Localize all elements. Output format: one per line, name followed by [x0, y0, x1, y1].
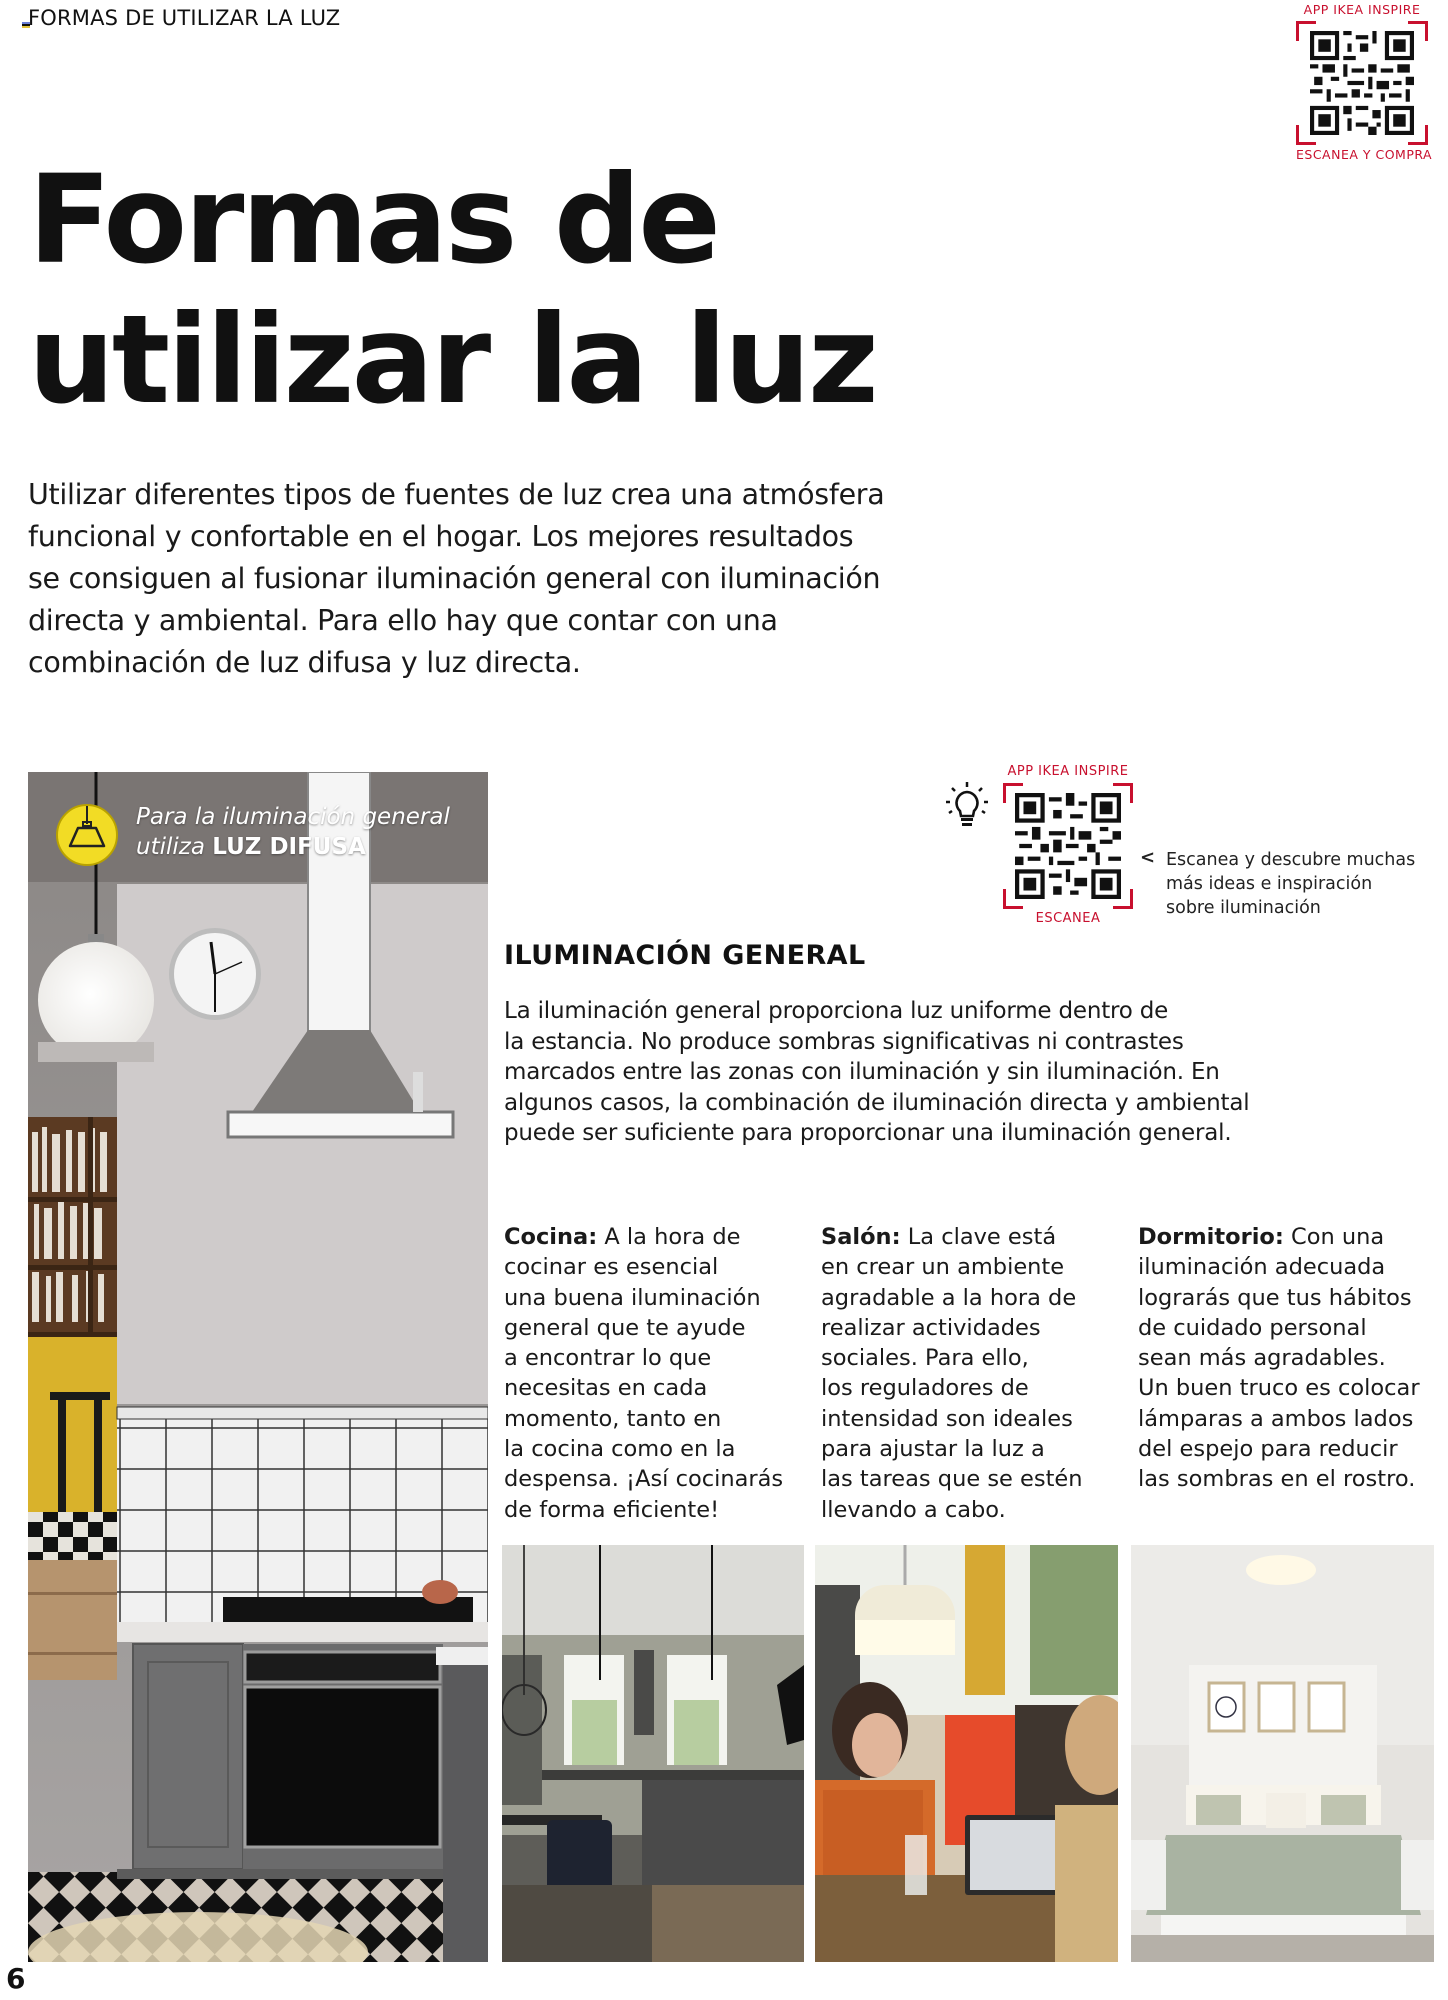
page-title-line-2: utilizar la luz — [28, 289, 876, 431]
pendant-lamp-icon — [56, 804, 118, 866]
intro-paragraph — [28, 474, 928, 684]
hero-caption-line: utiliza LUZ DIFUSA — [136, 834, 366, 860]
qr-label-bottom: ESCANEA Y COMPRA — [1296, 147, 1433, 162]
qr-label-bottom: ESCANEA — [1035, 911, 1101, 926]
page-title-line-1: Formas de — [28, 149, 718, 291]
column-cocina: Cocina: A la hora de cocinar es esencial una buena iluminación general que te ayude a encontrar lo que necesitas en cada momento, tanto en la cocina como en la despensa. ¡Así cocinarás de forma eficiente! — [504, 1224, 784, 1523]
page-title — [28, 150, 876, 430]
qr-label-top: APP IKEA INSPIRE — [1007, 764, 1129, 779]
qr-frame — [1296, 21, 1428, 145]
intro-line: combinación de luz difusa y luz directa. — [28, 646, 581, 679]
qr-description: Escanea y descubre muchas más ideas e inspiración sobre iluminación — [1166, 850, 1416, 918]
page-number: 6 — [6, 1962, 26, 1995]
hero-kitchen-image — [28, 772, 488, 1962]
section-body: La iluminación general proporciona luz uniforme dentro de la estancia. No produce sombras significativas ni contrastes marcados entre las zonas con iluminación y sin iluminación. En algunos casos, la combinación de iluminación directa y ambiental puede ser suficiente para proporcionar una iluminación general. — [504, 998, 1250, 1146]
qr-block-section[interactable] — [1003, 764, 1133, 926]
intro-line: se consiguen al fusionar iluminación general con iluminación — [28, 562, 881, 595]
column-heading: Salón: — [821, 1224, 901, 1250]
photo-cocina — [502, 1545, 804, 1962]
intro-line: directa y ambiental. Para ello hay que contar con una — [28, 604, 778, 637]
hero-caption — [136, 802, 450, 862]
intro-line: funcional y confortable en el hogar. Los mejores resultados — [28, 520, 854, 553]
column-heading: Cocina: — [504, 1224, 598, 1250]
photo-salon — [815, 1545, 1118, 1962]
running-header: FORMAS DE UTILIZAR LA LUZ — [28, 6, 341, 30]
arrow-left-icon: < — [1140, 847, 1156, 868]
lightbulb-icon — [944, 782, 990, 834]
qr-label-top: APP IKEA INSPIRE — [1303, 2, 1421, 17]
section-title: ILUMINACIÓN GENERAL — [504, 940, 866, 971]
qr-block-top[interactable] — [1296, 2, 1433, 162]
qr-code-icon — [1015, 793, 1121, 899]
hero-caption-emphasis: LUZ DIFUSA — [212, 834, 366, 860]
photo-dormitorio — [1131, 1545, 1434, 1962]
column-salon: Salón: La clave está en crear un ambiente agradable a la hora de realizar actividades sociales. Para ello, los reguladores de intensidad son ideales para ajustar la luz a las tareas que se estén llevando a cabo. — [821, 1224, 1083, 1523]
qr-frame — [1003, 783, 1133, 909]
intro-line: Utilizar diferentes tipos de fuentes de luz crea una atmósfera — [28, 478, 885, 511]
hero-caption-line: Para la iluminación general — [136, 804, 450, 830]
kitchen-illustration — [28, 772, 488, 1962]
column-dormitorio: Dormitorio: Con una iluminación adecuada lograrás que tus hábitos de cuidado personal sean más agradables. Un buen truco es colocar lámparas a ambos lados del espejo para reducir las sombras en el rostro. — [1138, 1224, 1420, 1493]
column-heading: Dormitorio: — [1138, 1224, 1284, 1250]
qr-code-icon — [1310, 31, 1414, 135]
